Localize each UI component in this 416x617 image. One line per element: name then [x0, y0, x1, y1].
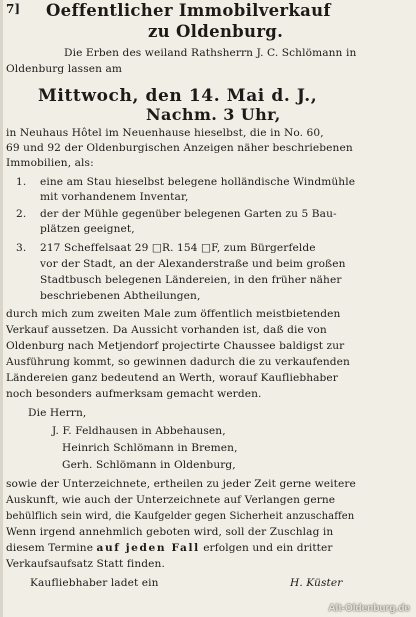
heir-name: Heinrich Schlömann in Bremen, [62, 442, 238, 454]
body1-line-1: in Neuhaus Hôtel im Neuenhause hieselbst, die in No. 60, [6, 127, 324, 139]
auction-time: Nachm. 3 Uhr, [146, 105, 281, 124]
item-3-line-1: 217 Scheffelsaat 29 □R. 154 □F, zum Bürgerfelde [40, 242, 316, 254]
item-number: 2. [16, 208, 27, 220]
headline: Oeffentlicher Immobilverkauf [46, 1, 331, 20]
body2-line-3: Oldenburg nach Metjendorf projectirte Chaussee baldigst zur [6, 340, 345, 352]
body3-line-5 [6, 542, 333, 555]
body2-line-2: Verkauf aussetzen. Da Aussicht vorhanden ist, daß die von [6, 324, 327, 336]
item-number: 1. [16, 176, 27, 188]
item-3-line-4: beschriebenen Abtheilungen, [40, 290, 201, 302]
site-watermark: Alt-Oldenburg.de [328, 603, 410, 614]
body1-line-2: 69 und 92 der Oldenburgischen Anzeigen näher beschriebenen [6, 142, 353, 154]
scan-edge [0, 0, 3, 617]
announcement-number: 7] [6, 2, 21, 16]
item-3-line-3: Stadtbusch belegenen Ländereien, in den früher näher [40, 274, 342, 286]
body3-line-1: sowie der Unterzeichnete, ertheilen zu jeder Zeit gerne weitere [6, 478, 356, 490]
body2-line-5: Ländereien ganz bedeutend an Werth, worauf Kaufliebhaber [6, 372, 338, 384]
heir-name: Gerh. Schlömann in Oldenburg, [62, 459, 236, 471]
item-3-line-2: vor der Stadt, an der Alexanderstraße und beim großen [40, 258, 346, 270]
body1-line-3: Immobilien, als: [6, 157, 94, 169]
body3-line-3: behülflich sein wird, die Kaufgelder gegen Sicherheit anzuschaffen [6, 511, 355, 522]
heirs-intro: Die Herrn, [28, 407, 87, 419]
signature: H. Küster [290, 577, 343, 589]
item-number: 3. [16, 242, 27, 254]
body3-line-5-start: diesem Termine [6, 542, 94, 554]
intro-line-2: Oldenburg lassen am [6, 63, 123, 75]
intro-line-1: Die Erben des weiland Rathsherrn J. C. Schlömann in [64, 47, 357, 59]
headline-location: zu Oldenburg. [148, 22, 284, 41]
auction-date: Mittwoch, den 14. Mai d. J., [38, 86, 318, 106]
body3-line-5-end: erfolgen und ein dritter [203, 542, 333, 554]
body3-line-6: Verkaufsaufsatz Statt finden. [6, 558, 165, 570]
emphasis-in-any-case: auf jeden Fall [96, 542, 200, 554]
item-1-line-1: eine am Stau hieselbst belegene holländische Windmühle [40, 176, 356, 188]
body2-line-6: noch besonders aufmerksam gemacht werden. [6, 388, 262, 400]
invitation-line: Kaufliebhaber ladet ein [30, 577, 159, 589]
body2-line-1: durch mich zum zweiten Male zum öffentlich meistbietenden [6, 308, 341, 320]
item-2-line-2: plätzen geeignet, [40, 223, 135, 235]
body3-line-2: Auskunft, wie auch der Unterzeichnete auf Verlangen gerne [6, 494, 336, 506]
heir-name: J. F. Feldhausen in Abbehausen, [52, 425, 226, 437]
item-1-line-2: mit vorhandenem Inventar, [40, 191, 189, 203]
body3-line-4: Wenn irgend annehmlich geboten wird, soll der Zuschlag in [6, 526, 334, 538]
item-2-line-1: der der Mühle gegenüber belegenen Garten zu 5 Bau- [40, 208, 337, 220]
body2-line-4: Ausführung kommt, so gewinnen dadurch die zu verkaufenden [6, 356, 350, 368]
